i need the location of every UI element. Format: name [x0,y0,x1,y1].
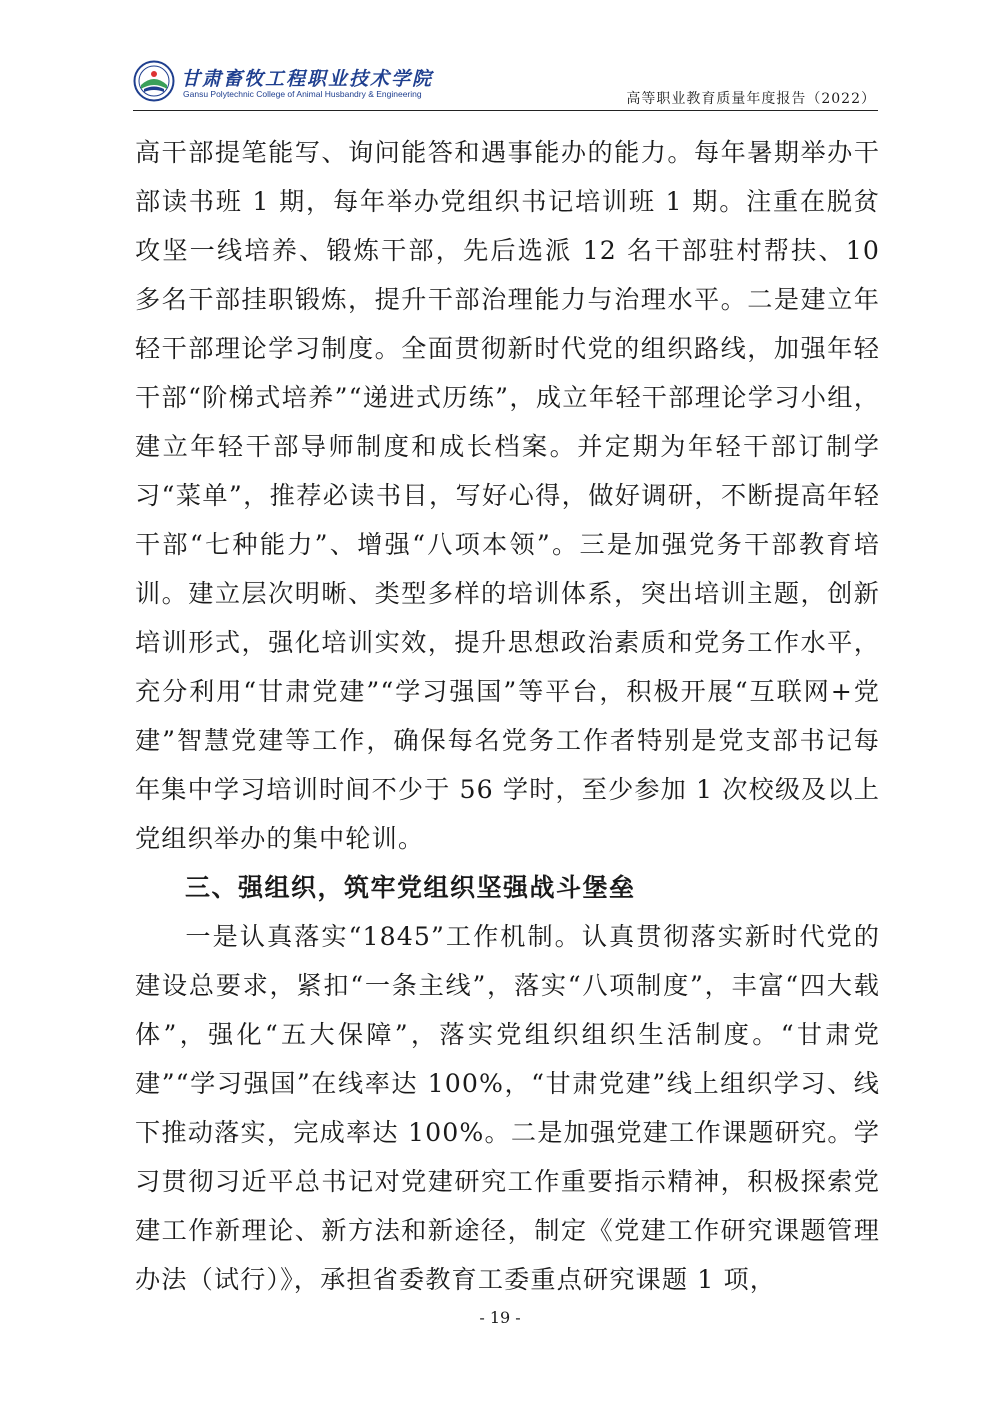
page-number: - 19 - [479,1308,521,1327]
section-paragraph: 一是认真落实“1845”工作机制。认真贯彻落实新时代党的建设总要求，紧扣“一条主线”，落实“八项制度”，丰富“四大载体”，强化“五大保障”，落实党组织组织生活制度。“甘肃党建”“学习强国”在线率达 100%，“甘肃党建”线上组织学习、线下推动落实，完成率达 100%。二是加强党建工作课题研究。学习贯彻习近平总书记对党建研究工作重要指示精神，积极探索党建工作新理论、新方法和新途径，制定《党建工作研究课题管理办法（试行）》，承担省委教育工委重点研究课题 1 项， [135,922,880,1294]
document-body [135,128,880,1304]
body-paragraph: 高干部提笔能写、询问能答和遇事能办的能力。每年暑期举办干部读书班 1 期，每年举办党组织书记培训班 1 期。注重在脱贫攻坚一线培养、锻炼干部，先后选派 12 名干部驻村帮扶、10 多名干部挂职锻炼，提升干部治理能力与治理水平。二是建立年轻干部理论学习制度。全面贯彻新时代党的组织路线，加强年轻干部“阶梯式培养”“递进式历练”，成立年轻干部理论学习小组，建立年轻干部导师制度和成长档案。并定期为年轻干部订制学习“菜单”，推荐必读书目，写好心得，做好调研，不断提高年轻干部“七种能力”、增强“八项本领”。三是加强党务干部教育培训。建立层次明晰、类型多样的培训体系，突出培训主题，创新培训形式，强化培训实效，提升思想政治素质和党务工作水平，充分利用“甘肃党建”“学习强国”等平台，积极开展“互联网+党建”智慧党建等工作，确保每名党务工作者特别是党支部书记每年集中学习培训时间不少于 56 学时，至少参加 1 次校级及以上党组织举办的集中轮训。 [135,138,880,853]
report-title: 高等职业教育质量年度报告（2022） [626,91,876,107]
school-name-en: Gansu Polytechnic College of Animal Husbandry & Engineering [183,89,422,99]
section-heading: 三、强组织，筑牢党组织坚强战斗堡垒 [185,873,636,902]
college-emblem-icon [133,60,175,102]
page-header [133,58,878,111]
school-name-cn: 甘肃畜牧工程职业技术学院 [181,68,434,90]
